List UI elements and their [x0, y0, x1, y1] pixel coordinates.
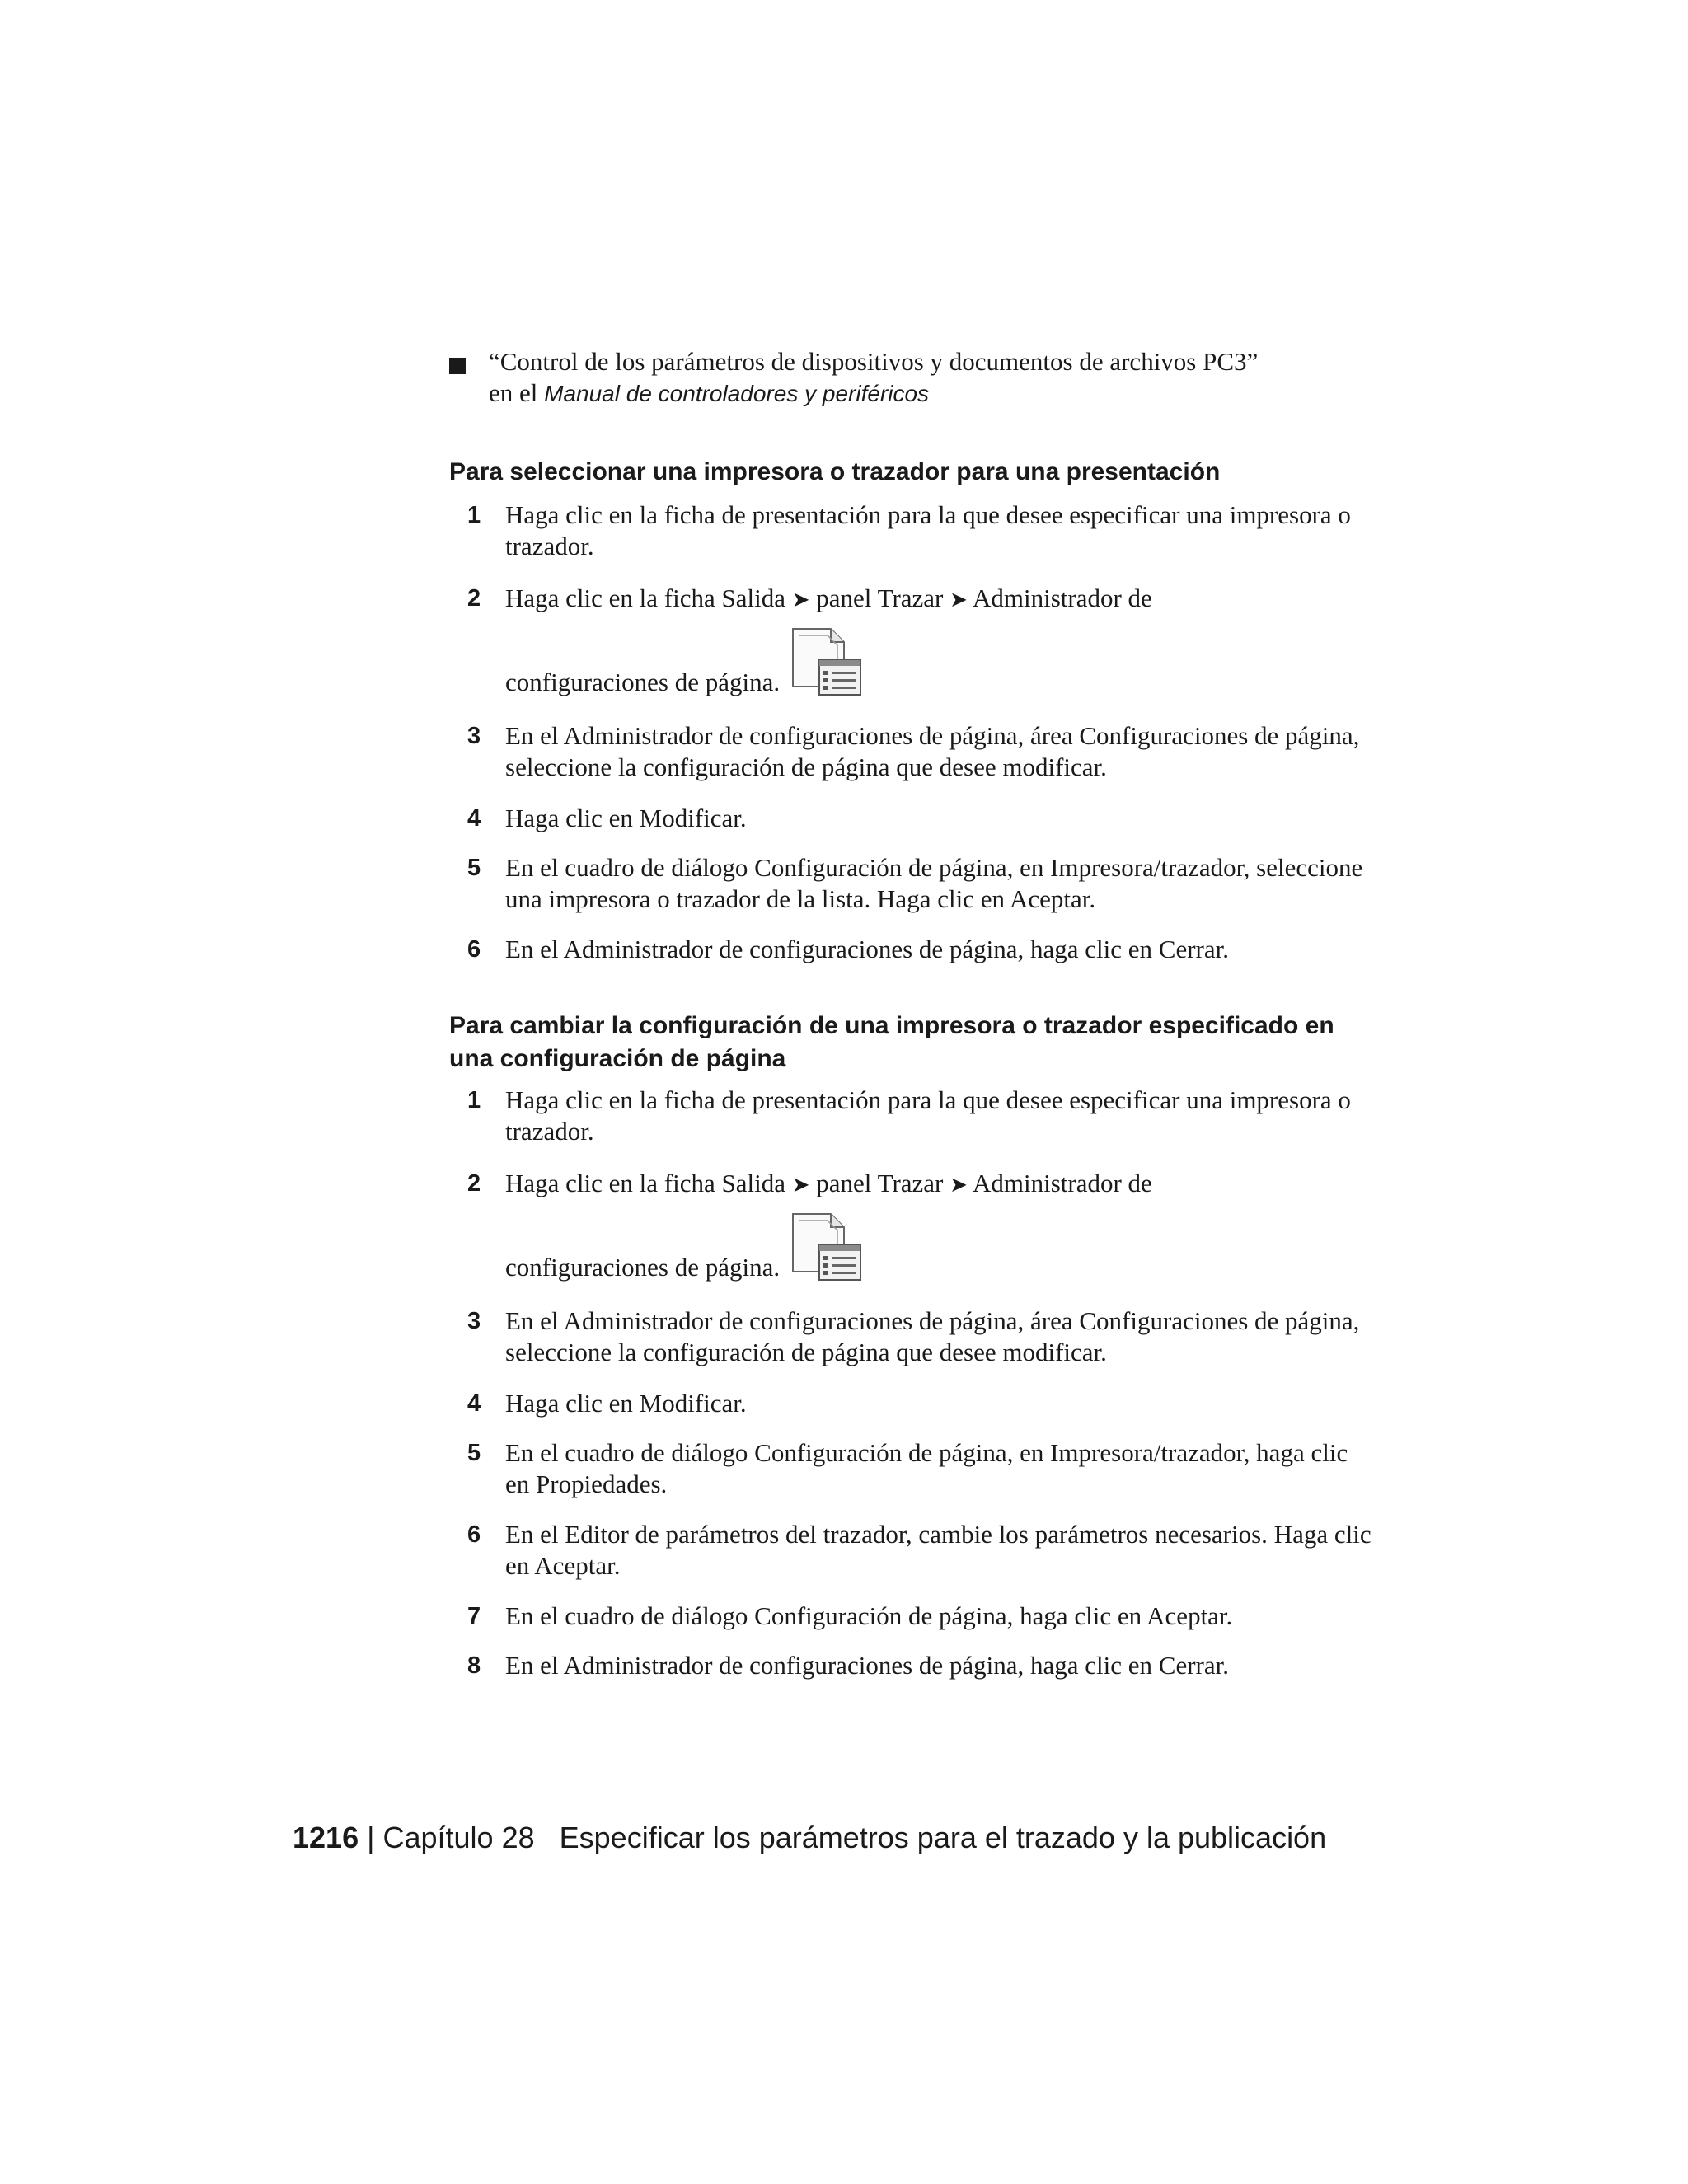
step-text: En el cuadro de diálogo Configuración de página, en Impresora/trazador, haga clic en Propiedades.	[505, 1438, 1348, 1498]
bullet-square-icon	[449, 358, 466, 374]
step-number: 4	[467, 1390, 481, 1417]
section2-step-3	[449, 1305, 1372, 1368]
step-text: Haga clic en la ficha de presentación para la que desee especificar una impresora o trazador.	[505, 1085, 1351, 1146]
section2-step-8	[449, 1650, 1372, 1681]
step-number: 2	[467, 1170, 481, 1197]
step-part-b: panel Trazar	[816, 1169, 944, 1197]
step-number: 2	[467, 585, 481, 612]
step-part-a: Haga clic en la ficha Salida	[505, 1169, 785, 1197]
section2-step-1	[449, 1085, 1372, 1147]
section1-heading: Para seleccionar una impresora o trazador para una presentación	[449, 458, 1221, 485]
step-text	[505, 583, 1372, 698]
section2-step-2	[449, 1168, 1372, 1283]
chapter-label: Capítulo 28	[382, 1821, 535, 1854]
menu-arrow-icon: ➤	[950, 1173, 968, 1197]
section1-step-2	[449, 583, 1372, 698]
step-number: 8	[467, 1652, 481, 1679]
step-part-d: configuraciones de página.	[505, 668, 781, 696]
chapter-title: Especificar los parámetros para el trazado y la publicación	[559, 1821, 1327, 1854]
step-text: En el cuadro de diálogo Configuración de página, haga clic en Aceptar.	[505, 1601, 1233, 1630]
section1-step-1	[449, 499, 1372, 562]
step-text: En el Administrador de configuraciones de página, haga clic en Cerrar.	[505, 935, 1230, 963]
section2-heading: Para cambiar la configuración de una impresora o trazador especificado en una configuración de página	[449, 1012, 1334, 1072]
step-part-a: Haga clic en la ficha Salida	[505, 583, 785, 612]
page-number: 1216	[293, 1821, 359, 1854]
step-icon-line	[505, 627, 1372, 698]
step-text	[505, 1168, 1372, 1283]
step-text: En el Administrador de configuraciones de página, área Configuraciones de página, seleccione la configuración de página que desee modificar.	[505, 1306, 1360, 1366]
step-number: 1	[467, 502, 481, 528]
section1-step-6	[449, 934, 1372, 965]
step-number: 3	[467, 1308, 481, 1334]
manual-title: Manual de controladores y periféricos	[544, 381, 930, 406]
menu-arrow-icon: ➤	[791, 588, 810, 612]
step-text: Haga clic en Modificar.	[505, 804, 747, 832]
bullet-line2-prefix: en el	[489, 378, 545, 407]
step-number: 7	[467, 1603, 481, 1629]
step-text: Haga clic en Modificar.	[505, 1389, 747, 1418]
page-setup-manager-icon	[788, 627, 864, 698]
step-part-d: configuraciones de página.	[505, 1253, 781, 1282]
footer-separator: |	[367, 1821, 375, 1854]
menu-arrow-icon: ➤	[791, 1173, 810, 1197]
section1-step-4	[449, 803, 1372, 834]
section1-step-3	[449, 720, 1372, 783]
section2-step-4	[449, 1388, 1372, 1419]
step-part-c: Administrador de	[972, 1169, 1152, 1197]
step-text: En el Administrador de configuraciones de página, área Configuraciones de página, seleccione la configuración de página que desee modificar.	[505, 721, 1360, 781]
step-text: Haga clic en la ficha de presentación para la que desee especificar una impresora o trazador.	[505, 500, 1351, 560]
reference-bullet	[449, 346, 1356, 410]
section2-step-7	[449, 1601, 1372, 1632]
section2-step-6	[449, 1519, 1372, 1582]
section2-step-5	[449, 1437, 1372, 1500]
bullet-line1: “Control de los parámetros de dispositivos y documentos de archivos PC3”	[489, 347, 1259, 376]
step-text: En el cuadro de diálogo Configuración de página, en Impresora/trazador, seleccione una impresora o trazador de la lista. Haga clic en Aceptar.	[505, 853, 1363, 913]
step-number: 6	[467, 936, 481, 963]
menu-arrow-icon: ➤	[950, 588, 968, 612]
step-number: 1	[467, 1087, 481, 1113]
step-number: 3	[467, 723, 481, 749]
step-icon-line	[505, 1212, 1372, 1283]
step-part-c: Administrador de	[972, 583, 1152, 612]
step-text: En el Administrador de configuraciones de página, haga clic en Cerrar.	[505, 1651, 1230, 1680]
step-number: 6	[467, 1521, 481, 1548]
step-text: En el Editor de parámetros del trazador, cambie los parámetros necesarios. Haga clic en Aceptar.	[505, 1520, 1372, 1580]
page-setup-manager-icon	[788, 1212, 864, 1283]
step-number: 4	[467, 805, 481, 832]
bullet-text	[489, 346, 1356, 410]
step-number: 5	[467, 1440, 481, 1466]
page-footer	[293, 1820, 1326, 1856]
step-number: 5	[467, 855, 481, 881]
step-part-b: panel Trazar	[816, 583, 944, 612]
section1-step-5	[449, 852, 1372, 915]
